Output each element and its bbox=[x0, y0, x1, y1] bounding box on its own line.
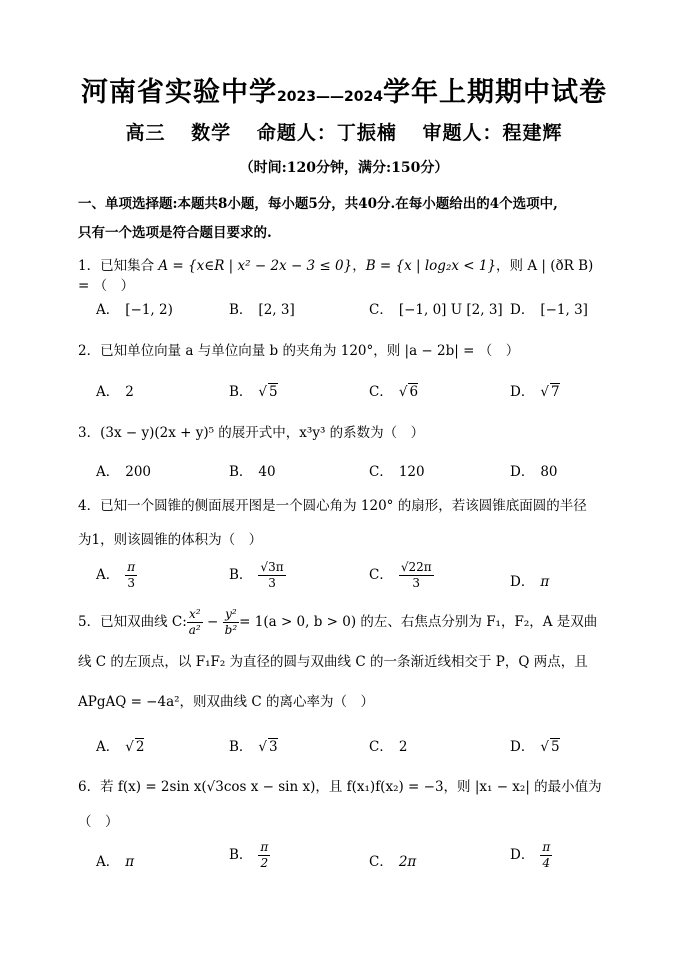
option-a[interactable] bbox=[96, 560, 137, 591]
question-text: 已知一个圆锥的侧面展开图是一个圆心角为 120° 的扇形，若该圆锥底面圆的半径 bbox=[100, 498, 587, 514]
option-text: 80 bbox=[540, 464, 558, 480]
option-c[interactable] bbox=[369, 560, 434, 591]
option-label: A． bbox=[96, 739, 120, 755]
option-text: 2 bbox=[125, 384, 134, 400]
fraction-denominator: b² bbox=[224, 623, 238, 637]
option-d[interactable] bbox=[510, 380, 560, 400]
option-label: C． bbox=[369, 464, 393, 480]
question-5: 5．已知双曲线 C: $\frac{\text{x²}}{\text{a²}}$ − $\frac{\text{y²}}{\text{b²}}$ = 1(a > 0, b > 0) 的左、右焦点分别为 F₁，F₂，A 是双曲 bbox=[78, 607, 598, 637]
question-4 bbox=[78, 496, 608, 516]
option-a[interactable] bbox=[96, 380, 134, 400]
option-text: 200 bbox=[125, 464, 152, 480]
option-c[interactable] bbox=[369, 460, 425, 480]
option-text: 40 bbox=[258, 464, 276, 480]
separator: ， bbox=[352, 258, 366, 274]
fraction-numerator: y² bbox=[223, 607, 240, 623]
title-year: 2023——2024 bbox=[277, 89, 383, 105]
option-a[interactable] bbox=[96, 850, 134, 870]
question-5-line2: 线 C 的左顶点，以 F₁F₂ 为直径的圆与双曲线 C 的一条渐近线相交于 P，Q 两点，且 bbox=[78, 654, 588, 670]
question-1-options bbox=[96, 298, 616, 324]
fraction bbox=[258, 840, 270, 871]
fraction-x bbox=[187, 607, 203, 638]
question-4-line2: 为1，则该圆锥的体积为（ ） bbox=[78, 532, 263, 548]
fraction-numerator: π bbox=[542, 840, 551, 854]
fraction-denominator: a² bbox=[188, 623, 201, 637]
option-c[interactable] bbox=[369, 850, 416, 870]
question-text-end: = 1(a > 0, b > 0) 的左、右焦点分别为 F₁，F₂，A 是双曲 bbox=[239, 614, 598, 630]
fraction bbox=[399, 560, 434, 591]
numerator-text: 3π bbox=[268, 560, 284, 574]
title-school: 河南省实验中学 bbox=[81, 77, 278, 108]
set-b-expression: B = {x | log₂x < 1} bbox=[365, 258, 497, 274]
option-label: A． bbox=[96, 464, 120, 480]
option-label: B． bbox=[229, 739, 253, 755]
question-number: 1． bbox=[78, 258, 101, 274]
option-label: C． bbox=[369, 302, 393, 318]
option-text: [−1, 3] bbox=[540, 302, 588, 318]
option-label: B． bbox=[229, 847, 253, 863]
question-3-options bbox=[96, 460, 616, 486]
option-label: C． bbox=[369, 739, 393, 755]
option-text: 5 bbox=[550, 739, 560, 755]
option-d[interactable] bbox=[510, 460, 558, 480]
question-6 bbox=[78, 777, 608, 797]
option-a[interactable] bbox=[96, 298, 173, 318]
option-text: π bbox=[540, 574, 550, 590]
sqrt-icon: √ bbox=[398, 384, 408, 400]
section-instruction-line1: 一、单项选择题:本题共8小题，每小题5分，共40分.在每小题给出的4个选项中, bbox=[78, 196, 558, 212]
question-text: 已知双曲线 C: bbox=[100, 614, 187, 630]
question-3 bbox=[78, 423, 608, 443]
sqrt-icon: √ bbox=[540, 384, 549, 400]
question-number: 6． bbox=[78, 779, 101, 795]
option-d[interactable] bbox=[510, 735, 560, 755]
fraction-numerator bbox=[399, 560, 434, 576]
exam-title bbox=[0, 70, 688, 109]
fraction bbox=[125, 560, 137, 591]
option-b[interactable] bbox=[229, 380, 278, 400]
numerator-text: 22π bbox=[408, 560, 432, 574]
option-label: C． bbox=[369, 854, 393, 870]
subject-label: 数学 bbox=[191, 122, 232, 144]
question-text: (3x − y)(2x + y)⁵ 的展开式中，x³y³ 的系数为（ ） bbox=[100, 425, 425, 441]
question-number: 5． bbox=[78, 614, 101, 630]
option-text: 120 bbox=[398, 464, 425, 480]
fraction bbox=[258, 560, 285, 591]
option-label: D． bbox=[510, 739, 535, 755]
option-text: 3 bbox=[269, 739, 278, 755]
option-label: C． bbox=[369, 384, 393, 400]
fraction bbox=[540, 840, 552, 871]
time-info: （时间:120分钟，满分:150分） bbox=[239, 160, 449, 176]
fraction-numerator: π bbox=[260, 840, 269, 854]
question-2 bbox=[78, 341, 608, 361]
option-text: 2 bbox=[135, 739, 145, 755]
option-c[interactable] bbox=[369, 380, 418, 400]
question-text: 已知集合 bbox=[100, 258, 159, 274]
sqrt-icon: √ bbox=[260, 560, 269, 574]
question-2-options bbox=[96, 380, 616, 406]
option-a[interactable] bbox=[96, 735, 144, 755]
option-c[interactable] bbox=[369, 298, 503, 318]
reviewer-label: 审题人：程建辉 bbox=[422, 122, 563, 144]
fraction-denominator: 4 bbox=[542, 856, 551, 870]
sqrt-icon: √ bbox=[258, 384, 268, 400]
option-b[interactable] bbox=[229, 298, 295, 318]
option-text: π bbox=[125, 854, 135, 870]
fraction-y bbox=[223, 607, 240, 638]
option-b[interactable] bbox=[229, 460, 276, 480]
question-text-end: ，则 A | (ðR B) = （ ） bbox=[78, 258, 594, 294]
option-text: 5 bbox=[269, 384, 278, 400]
fraction-numerator bbox=[258, 560, 285, 576]
question-4-options bbox=[96, 560, 616, 602]
option-label: A． bbox=[96, 567, 120, 583]
option-b[interactable] bbox=[229, 735, 278, 755]
option-b[interactable] bbox=[229, 840, 270, 871]
option-label: B． bbox=[229, 464, 253, 480]
exam-subtitle bbox=[0, 118, 688, 145]
option-label: B． bbox=[229, 384, 253, 400]
option-label: A． bbox=[96, 384, 120, 400]
set-a-expression: A = {x∈R | x² − 2x − 3 ≤ 0} bbox=[158, 258, 353, 274]
option-label: D． bbox=[510, 574, 535, 590]
option-d[interactable] bbox=[510, 840, 552, 871]
fraction-numerator: π bbox=[127, 560, 136, 574]
option-text: [2, 3] bbox=[258, 302, 295, 318]
fraction-denominator: 3 bbox=[268, 576, 276, 590]
question-1 bbox=[78, 256, 608, 296]
option-label: B． bbox=[229, 567, 253, 583]
question-5-options bbox=[96, 735, 616, 761]
sqrt-icon: √ bbox=[400, 560, 409, 574]
option-text: 7 bbox=[550, 384, 560, 400]
question-6-options bbox=[96, 840, 616, 882]
option-label: B． bbox=[229, 302, 253, 318]
grade-label: 高三 bbox=[125, 122, 166, 144]
question-number: 4． bbox=[78, 498, 101, 514]
option-label: C． bbox=[369, 567, 393, 583]
option-text: 2π bbox=[398, 854, 417, 870]
option-label: D． bbox=[510, 302, 535, 318]
option-text: 6 bbox=[409, 384, 419, 400]
question-5-line3: APgAQ = −4a²，则双曲线 C 的离心率为（ ） bbox=[78, 694, 374, 710]
option-text: [−1, 0] U [2, 3] bbox=[398, 302, 503, 318]
sqrt-icon: √ bbox=[258, 739, 268, 755]
option-c[interactable] bbox=[369, 735, 407, 755]
option-label: D． bbox=[510, 847, 535, 863]
option-label: A． bbox=[96, 854, 120, 870]
question-number: 3． bbox=[78, 425, 101, 441]
question-number: 2． bbox=[78, 343, 101, 359]
question-text: 若 f(x) = 2sin x(√3cos x − sin x)，且 f(x₁)f(x₂) = −3，则 |x₁ − x₂| 的最小值为 bbox=[100, 779, 602, 795]
section-instruction-line2: 只有一个选项是符合题目要求的. bbox=[78, 225, 272, 241]
fraction-numerator: x² bbox=[187, 607, 203, 623]
question-6-line2: （ ） bbox=[78, 814, 119, 830]
fraction-denominator: 2 bbox=[260, 856, 269, 870]
option-b[interactable] bbox=[229, 560, 286, 591]
option-text: [−1, 2) bbox=[125, 302, 173, 318]
option-label: D． bbox=[510, 464, 535, 480]
option-d[interactable] bbox=[510, 570, 549, 590]
option-text: 2 bbox=[398, 739, 408, 755]
sqrt-icon: √ bbox=[125, 739, 134, 755]
question-text: 已知单位向量 a 与单位向量 b 的夹角为 120°，则 |a − 2b| = （ ） bbox=[100, 343, 520, 359]
option-a[interactable] bbox=[96, 460, 151, 480]
sqrt-icon: √ bbox=[540, 739, 549, 755]
option-label: A． bbox=[96, 302, 120, 318]
fraction-denominator: 3 bbox=[127, 576, 136, 590]
fraction-denominator: 3 bbox=[412, 576, 421, 590]
title-exam: 学年上期期中试卷 bbox=[382, 77, 607, 108]
author-label: 命题人：丁振楠 bbox=[256, 122, 397, 144]
option-d[interactable] bbox=[510, 298, 588, 318]
option-label: D． bbox=[510, 384, 535, 400]
